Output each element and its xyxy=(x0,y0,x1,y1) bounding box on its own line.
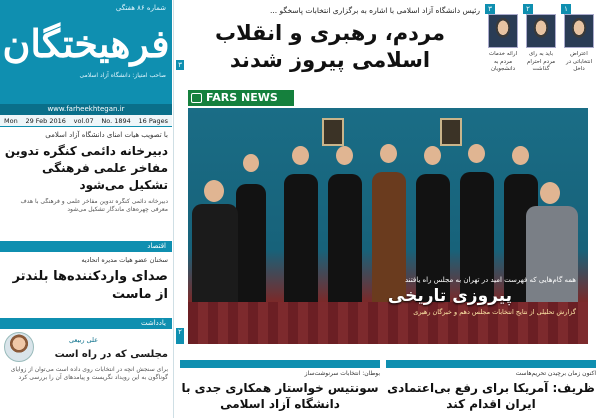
page-marker: ۳ xyxy=(176,60,184,70)
portrait-photo xyxy=(488,14,518,48)
masthead-issue-line: شماره ۸۶ هفتگی xyxy=(115,4,166,12)
left-story-body: دبیرخانه دائمی کنگره تدوین مفاخر علمی و فرهنگی با هدف معرفی چهره‌های ماندگار تشکیل می‌شود xyxy=(20,198,168,213)
section-band-economy xyxy=(0,241,172,252)
dateline-weekday: Mon xyxy=(4,117,18,125)
thumbnail-caption: باید به رای مردم احترام گذاشت xyxy=(526,51,556,72)
photo-caption-body: گزارش تحلیلی از نتایج انتخابات مجلس دهم و خبرگان رهبری xyxy=(413,308,576,316)
photo-caption-title[interactable]: پیروزی تاریخی xyxy=(387,286,513,306)
masthead-publisher-line: صاحب امتیاز: دانشگاه آزاد اسلامی xyxy=(79,72,166,79)
photo-caption xyxy=(286,274,586,342)
section-label-economy: اقتصاد xyxy=(147,242,166,250)
website-url[interactable]: www.farheekhtegan.ir xyxy=(0,104,172,115)
photo-figure-head xyxy=(243,154,259,172)
left-story-kicker: با تصویب هیات امنای دانشگاه آزاد اسلامی xyxy=(45,131,168,139)
section-band xyxy=(386,360,596,368)
left-second-story[interactable] xyxy=(4,256,168,316)
section-band-column xyxy=(0,318,172,329)
portrait-photo xyxy=(564,14,594,48)
dateline-volume: vol.07 xyxy=(73,117,94,125)
main-pre-headline: رئیس دانشگاه آزاد اسلامی با اشاره به برگزاری انتخابات پاسخگو ... xyxy=(269,6,480,15)
masthead xyxy=(0,0,172,104)
news-agency-label: FARS NEWS xyxy=(206,91,278,104)
avatar xyxy=(4,332,34,362)
portrait-photo xyxy=(526,14,556,48)
section-label-column: یادداشت xyxy=(141,319,166,327)
thumbnail-caption: اعتراض انتخاباتی در داخل xyxy=(565,51,593,72)
bottom-right-headline[interactable]: ظریف: آمریکا برای رفع بی‌اعتمادی ایران اقدام کند xyxy=(387,381,595,411)
thumbnail-strip xyxy=(485,4,597,108)
photo-figure-head xyxy=(380,144,397,163)
photo-caption-kicker: همه گام‌هایی که فهرست امید در تهران به مجلس راه یافتند xyxy=(404,276,576,284)
columnist-name: علی ربیعی xyxy=(69,336,98,344)
column-body: برای سنجش آنچه در انتخابات روی داده است می‌توان از زوایای گوناگون به این رویداد نگریست و پیامدهای آن را بررسی کرد xyxy=(10,366,168,381)
bottom-left-headline[interactable]: سونتیس خواستار همکاری جدی با دانشگاه آزاد اسلامی xyxy=(181,381,379,411)
thumbnail-item[interactable] xyxy=(485,4,521,108)
dateline-pages: 16 Pages xyxy=(138,117,168,125)
dateline-bar xyxy=(0,115,172,127)
bottom-right-kicker: اکنون زمان برچیدن تحریم‌هاست xyxy=(515,370,596,377)
thumbnail-number: ۲ xyxy=(523,4,533,14)
left-second-kicker: سخنان عضو هیات مدیره اتحادیه xyxy=(81,256,168,264)
thumbnail-number: ۳ xyxy=(485,4,495,14)
left-story-headline[interactable]: دبیرخانه دائمی کنگره تدوین مفاخر علمی فرهنگی تشکیل می‌شود xyxy=(4,144,168,192)
page-marker: ۲ xyxy=(176,328,184,344)
dateline-issue: No. 1894 xyxy=(101,117,131,125)
section-band xyxy=(180,360,380,368)
photo-figure-head xyxy=(540,182,560,204)
photo-figure-head xyxy=(336,146,353,165)
photo-figure-head xyxy=(468,144,485,163)
wall-portrait xyxy=(322,118,344,146)
thumbnail-item[interactable] xyxy=(561,4,597,108)
dateline-date: 29 Feb 2016 xyxy=(25,117,66,125)
column-divider xyxy=(173,0,174,418)
thumbnail-item[interactable] xyxy=(523,4,559,108)
opinion-column[interactable] xyxy=(4,332,168,416)
photo-figure-head xyxy=(292,146,309,165)
newspaper-logo: فرهیختگان xyxy=(2,21,170,66)
main-headline[interactable]: مردم، رهبری و انقلاب اسلامی پیروز شدند xyxy=(215,21,445,72)
thumbnail-number: ۱ xyxy=(561,4,571,14)
left-story[interactable] xyxy=(4,130,168,225)
left-second-headline[interactable]: صدای واردکننده‌ها بلندتر از ماست xyxy=(12,269,168,302)
bottom-left-kicker: بوطان: انتخابات سرنوشت‌ساز xyxy=(304,370,380,377)
photo-figure-head xyxy=(512,146,529,165)
thumbnail-caption: ارائه خدمات مردم به دانشجویان xyxy=(488,51,518,72)
column-headline[interactable]: مجلسی که در راه است xyxy=(54,349,168,360)
wall-portrait xyxy=(440,118,462,146)
camera-icon xyxy=(191,93,202,103)
news-agency-badge xyxy=(188,90,294,106)
photo-figure-head xyxy=(204,180,224,202)
photo-figure-head xyxy=(424,146,441,165)
